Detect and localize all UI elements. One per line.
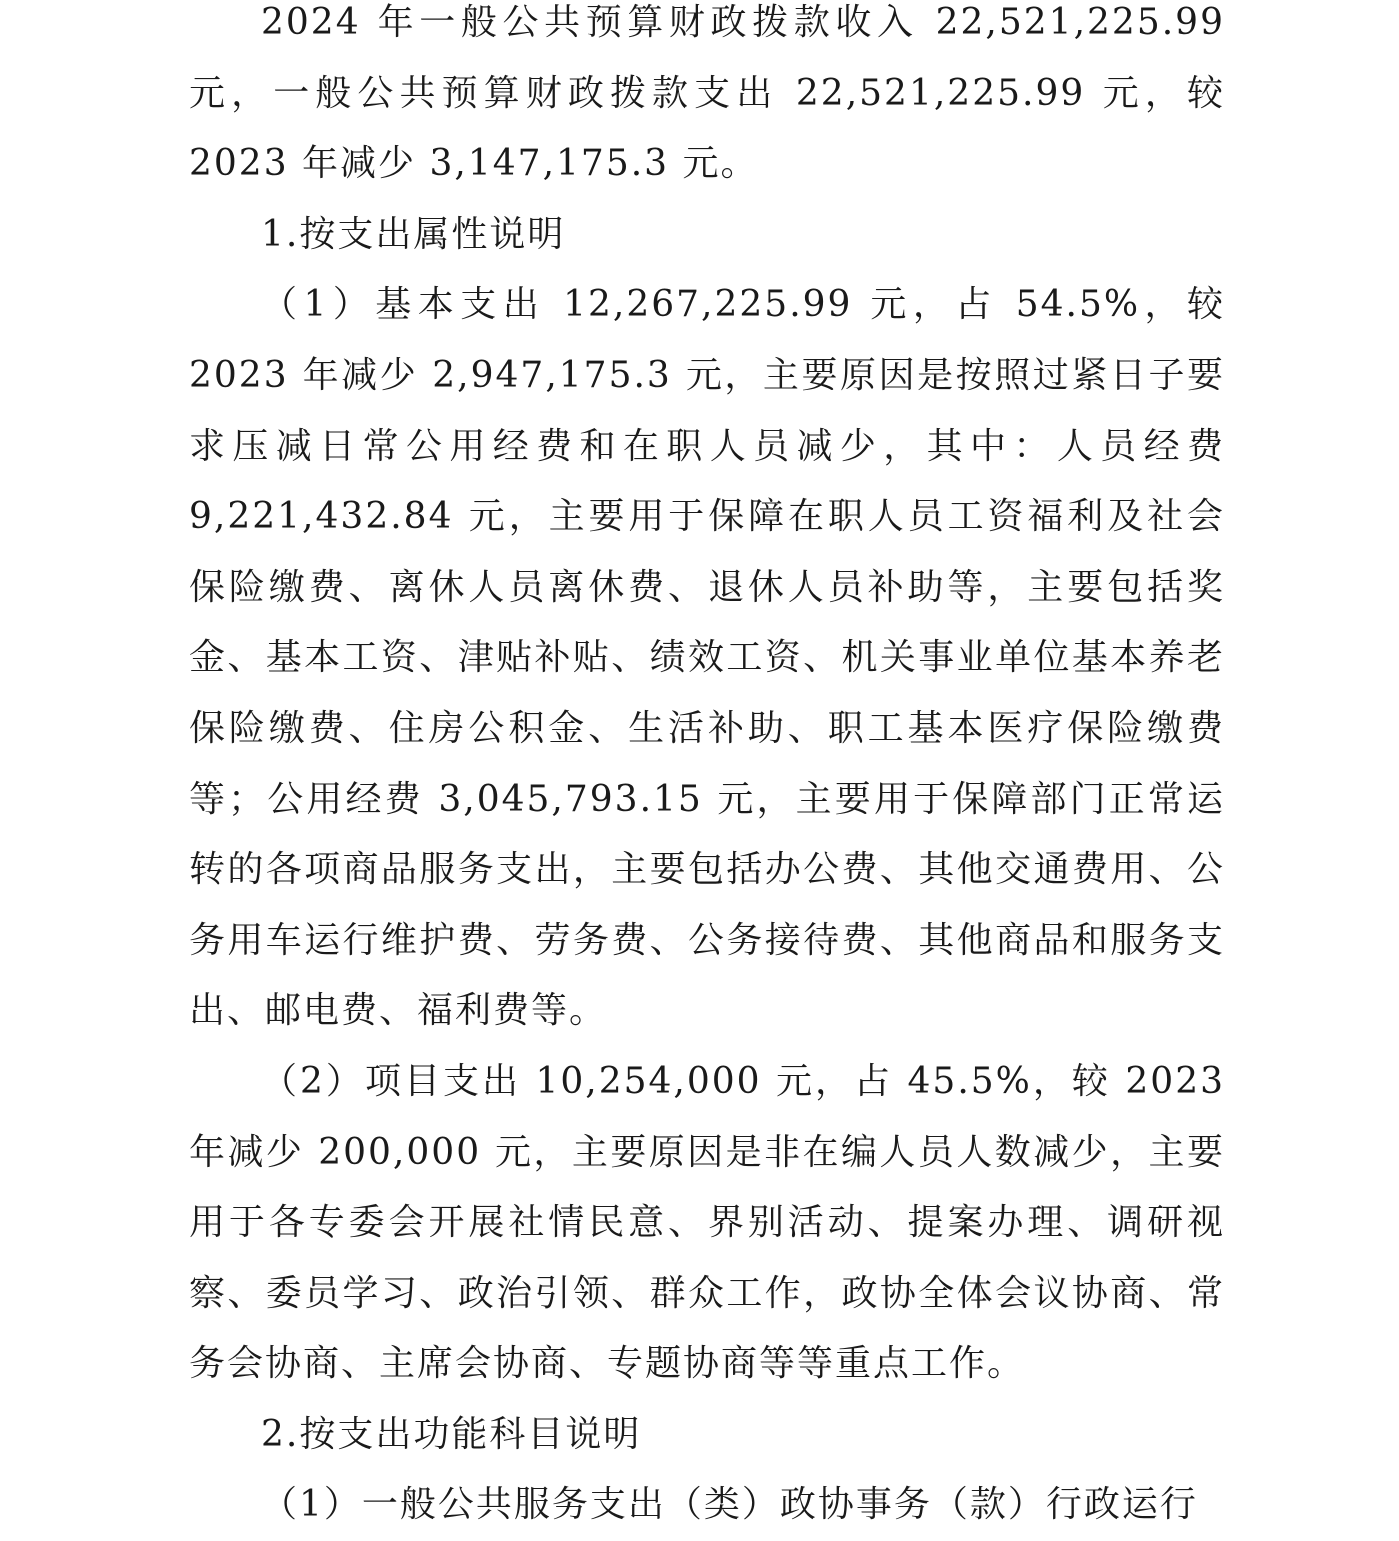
- heading-by-functional-category: 2.按支出功能科目说明: [261, 1413, 642, 1455]
- paragraph-general-public-services: （1）一般公共服务支出（类）政协事务（款）行政运行: [261, 1484, 1198, 1526]
- heading-by-expenditure-attribute: 1.按支出属性说明: [261, 213, 566, 255]
- paragraph-appropriation-summary: 2024 年一般公共预算财政拨款收入 22,521,225.99 元，一般公共预算财政拨款支出 22,521,225.99 元，较 2023 年减少 3,147,175.3 元。: [189, 2, 1225, 185]
- paragraph-basic-expenditure: （1）基本支出 12,267,225.99 元，占 54.5%，较 2023 年减少 2,947,175.3 元，主要原因是按照过紧日子要求压减日常公用经费和在职人员减少，其中：人员经费 9,221,432.84 元，主要用于保障在职人员工资福利及社会保险缴费、离休人员离休费、退休人员补助等，主要包括奖金、基本工资、津贴补贴、绩效工资、机关事业单位基本养老保险缴费、住房公积金、生活补助、职工基本医疗保险缴费等；公用经费 3,045,793.15 元，主要用于保障部门正常运转的各项商品服务支出，主要包括办公费、其他交通费用、公务用车运行维护费、劳务费、公务接待费、其他商品和服务支出、邮电费、福利费等。: [189, 284, 1225, 1032]
- paragraph-project-expenditure: （2）项目支出 10,254,000 元，占 45.5%，较 2023 年减少 200,000 元，主要原因是非在编人员人数减少，主要用于各专委会开展社情民意、界别活动、提案办理、调研视察、委员学习、政治引领、群众工作，政协全体会议协商、常务会协商、主席会协商、专题协商等等重点工作。: [189, 1060, 1225, 1385]
- document-page: [189, 0, 1225, 1541]
